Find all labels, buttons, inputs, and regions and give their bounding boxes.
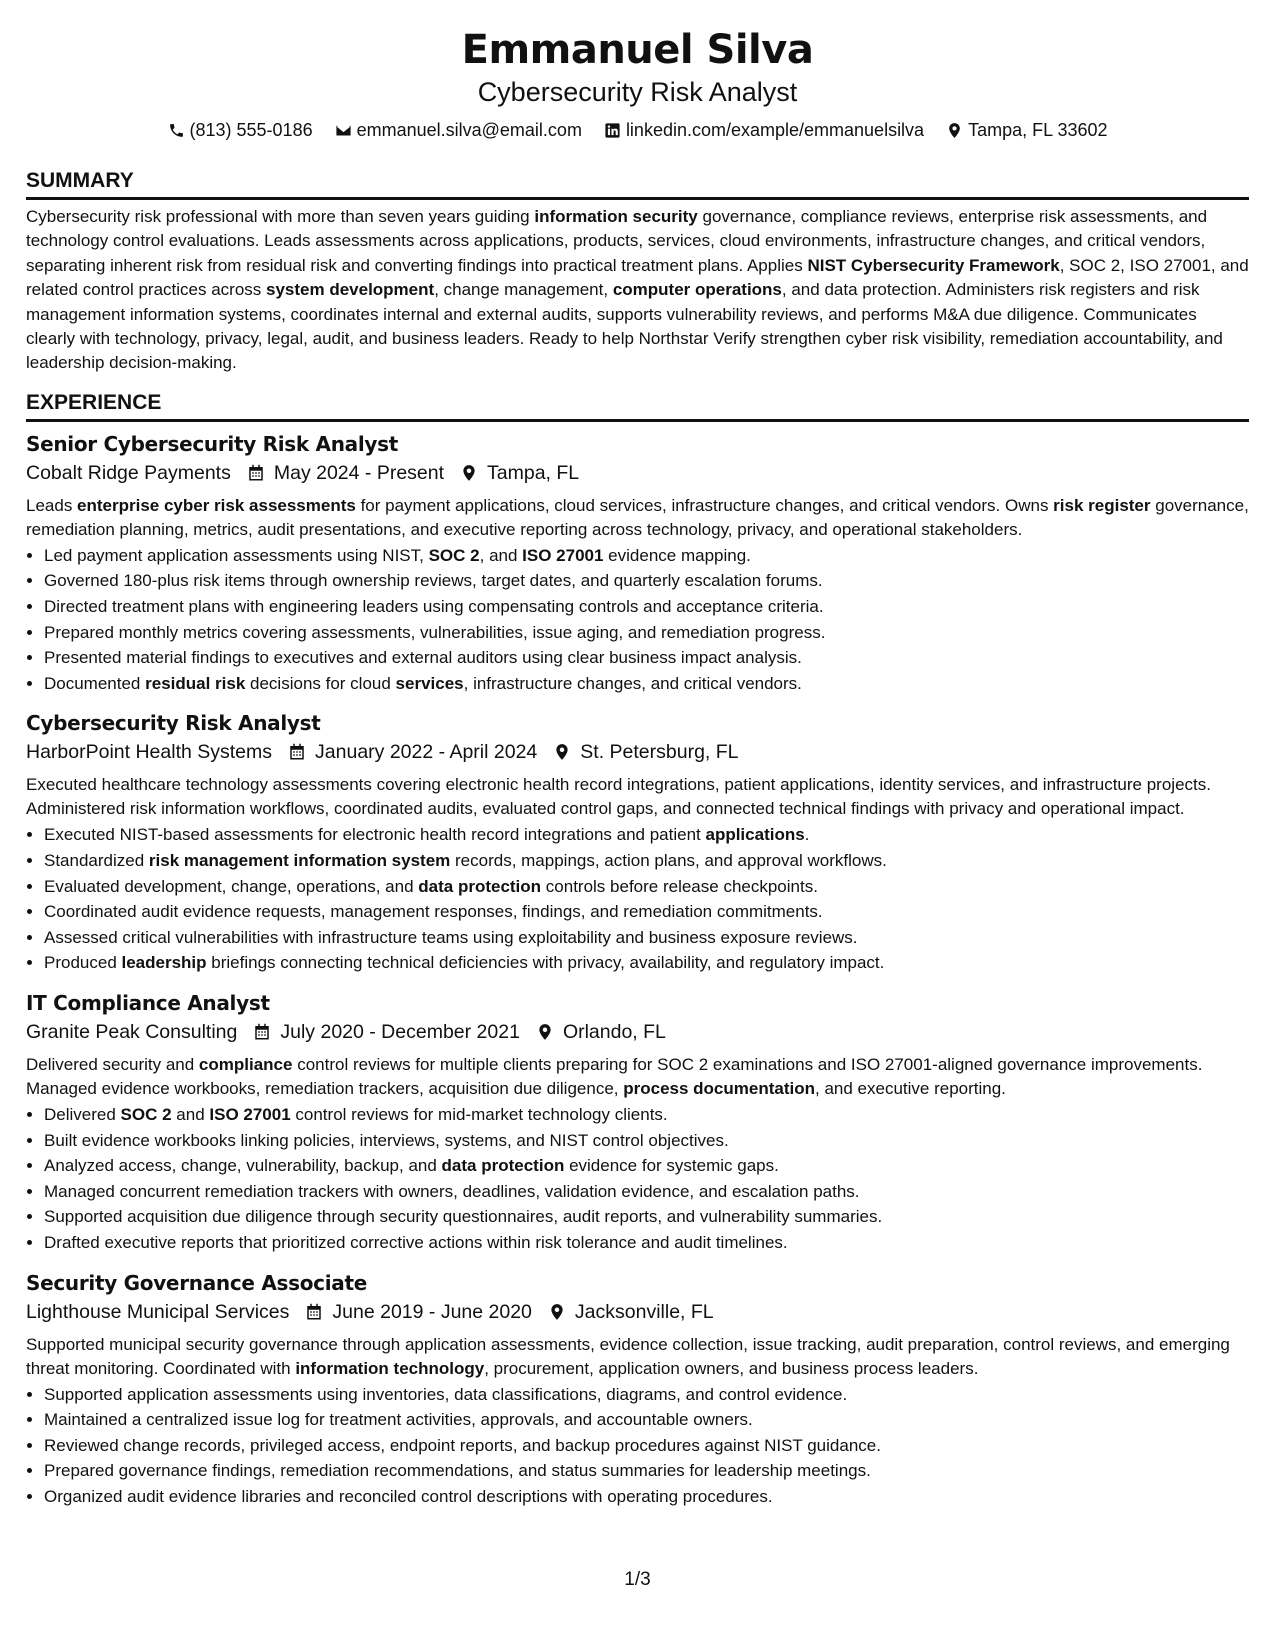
bold-keyword: ISO 27001 (522, 545, 604, 565)
text-run: Delivered (44, 1104, 121, 1124)
text-run: Analyzed access, change, vulnerability, backup, and (44, 1156, 442, 1176)
calendar-icon (305, 1303, 323, 1321)
bullet-item (44, 848, 1249, 874)
job-dates (288, 737, 537, 767)
job-meta (26, 737, 1249, 767)
text-run: control reviews for multiple clients preparing for SOC 2 examinations and ISO 27001-aligned governance improvements. Managed evidence workbooks, remediation trackers, acquisition due diligence, (26, 1054, 1203, 1098)
summary-heading: SUMMARY (26, 168, 1249, 200)
bold-keyword: risk register (1053, 495, 1151, 515)
bullet-item (44, 1458, 1249, 1484)
summary-text (26, 205, 1249, 376)
job-dates (253, 1017, 520, 1047)
text-run: . (804, 825, 810, 845)
contact-phone (168, 118, 313, 142)
job-meta (26, 1297, 1249, 1327)
text-run: governance, compliance reviews, enterprise risk assessments, and technology control evaluations. Leads assessments across applications, products, services, cloud environments, infrastructure changes, and critical vendors, separating inherent risk from residual risk and converting findings into practical treatment plans. Applies (26, 207, 1208, 275)
bold-keyword: leadership (121, 953, 207, 973)
text-run: , SOC 2, ISO 27001, and related control practices across (26, 255, 1249, 300)
job-location (460, 458, 579, 488)
linkedin-link[interactable]: linkedin.com/example/emmanuelsilva (625, 120, 925, 140)
text-run: governance, remediation planning, metrics, audit presentations, and executive reporting across technology, privacy, and operational stakeholders. (26, 495, 1249, 539)
bullet-item (44, 1153, 1249, 1179)
resume-page (26, 24, 1249, 1510)
bullet-item (44, 620, 1249, 646)
bold-keyword: ISO 27001 (209, 1104, 291, 1124)
candidate-title: Cybersecurity Risk Analyst (477, 77, 798, 107)
job-location (553, 737, 738, 767)
job-company: HarborPoint Health Systems (26, 741, 273, 764)
bullet-item (44, 950, 1249, 976)
text-run: , procurement, application owners, and business process leaders. (484, 1358, 979, 1378)
text-run: for payment applications, cloud services, infrastructure changes, and critical vendors. Owns (355, 495, 1054, 515)
job-title: IT Compliance Analyst (26, 990, 270, 1015)
bullet-item (44, 1484, 1249, 1510)
text-run: Managed concurrent remediation trackers with owners, deadlines, validation evidence, and escalation paths. (44, 1181, 860, 1201)
job-location (548, 1297, 714, 1327)
job-entry (26, 430, 1249, 697)
envelope-icon (335, 122, 352, 139)
bullet-item (44, 874, 1249, 900)
text-run: Cybersecurity risk professional with more than seven years guiding (26, 207, 535, 226)
text-run: Leads (26, 495, 78, 515)
text-run: Supported application assessments using inventories, data classifications, diagrams, and control evidence. (44, 1384, 848, 1404)
bold-keyword: applications (705, 825, 805, 845)
text-run: control reviews for mid-market technology clients. (290, 1104, 668, 1124)
text-run: , change management, (434, 280, 613, 300)
text-run: Supported municipal security governance through application assessments, evidence collection, issue tracking, audit preparation, control reviews, and emerging threat monitoring. Coordinated with (26, 1334, 1230, 1378)
location-text: Tampa, FL 33602 (968, 120, 1108, 140)
phone-text: (813) 555-0186 (189, 120, 313, 140)
map-pin-icon (553, 743, 571, 761)
bullet-item (44, 568, 1249, 594)
job-dates-text: January 2022 - April 2024 (315, 741, 538, 764)
bold-keyword: enterprise cyber risk assessments (77, 495, 356, 515)
contact-linkedin[interactable] (604, 118, 924, 142)
job-company: Granite Peak Consulting (26, 1020, 238, 1043)
text-run: Produced (44, 953, 122, 973)
text-run: Evaluated development, change, operations, and (44, 876, 419, 896)
bullet-item (44, 1204, 1249, 1230)
text-run: Built evidence workbooks linking policies, interviews, systems, and NIST control objectives. (44, 1130, 729, 1150)
bold-keyword: process documentation (623, 1078, 815, 1098)
map-pin-icon (536, 1023, 554, 1041)
job-entry (26, 709, 1249, 976)
map-pin-icon (548, 1303, 566, 1321)
bold-keyword: services (395, 673, 464, 693)
text-run: Directed treatment plans with engineering leaders using compensating controls and acceptance criteria. (44, 597, 824, 617)
job-location-text: Tampa, FL (487, 461, 580, 484)
text-run: Documented (44, 673, 146, 693)
text-run: Led payment application assessments using NIST, (44, 545, 429, 565)
bullet-item (44, 1433, 1249, 1459)
job-meta (26, 1017, 1249, 1047)
bold-keyword: data protection (441, 1156, 565, 1176)
text-run: evidence for systemic gaps. (564, 1156, 779, 1176)
job-dates-text: July 2020 - December 2021 (280, 1020, 520, 1043)
bold-keyword: NIST Cybersecurity Framework (807, 255, 1060, 275)
text-run: , infrastructure changes, and critical vendors. (463, 673, 802, 693)
candidate-name: Emmanuel Silva (461, 27, 814, 73)
job-location-text: Jacksonville, FL (574, 1300, 714, 1323)
job-title: Senior Cybersecurity Risk Analyst (26, 431, 399, 456)
map-pin-icon (946, 122, 963, 139)
calendar-icon (288, 743, 306, 761)
experience-heading: EXPERIENCE (26, 390, 1249, 422)
text-run: Assessed critical vulnerabilities with infrastructure teams using exploitability and business exposure reviews. (44, 927, 858, 947)
text-run: Drafted executive reports that prioritized corrective actions within risk tolerance and audit timelines. (44, 1232, 788, 1252)
text-run: Governed 180-plus risk items through ownership reviews, target dates, and quarterly escalation forums. (44, 571, 823, 591)
contact-email[interactable] (335, 118, 582, 142)
text-run: briefings connecting technical deficiencies with privacy, availability, and regulatory impact. (206, 953, 885, 973)
bullet-item (44, 645, 1249, 671)
bullet-item (44, 1102, 1249, 1128)
bullet-item (44, 899, 1249, 925)
job-company: Lighthouse Municipal Services (26, 1300, 290, 1323)
bold-keyword: information security (534, 207, 698, 226)
job-location (536, 1017, 666, 1047)
bold-keyword: risk management information system (148, 851, 451, 870)
map-pin-icon (460, 464, 478, 482)
job-dates (305, 1297, 532, 1327)
bold-keyword: compliance (198, 1054, 293, 1074)
bullet-item (44, 671, 1249, 697)
bullet-item (44, 1407, 1249, 1433)
job-description (26, 494, 1249, 542)
job-bullets (26, 1102, 1249, 1256)
text-run: and (171, 1104, 210, 1124)
text-run: Coordinated audit evidence requests, management responses, findings, and remediation commitments. (44, 902, 823, 922)
text-run: Standardized (44, 851, 149, 870)
job-dates (247, 458, 444, 488)
job-title: Cybersecurity Risk Analyst (26, 711, 321, 736)
job-entry (26, 1269, 1249, 1510)
text-run: , and executive reporting. (815, 1078, 1006, 1098)
text-run: , and data protection. Administers risk registers and risk management information systems, coordinates internal and external audits, supports vulnerability reviews, and performs M&A due diligence. Communicates clearly with technology, privacy, legal, audit, and business leaders. Ready to help Northstar Verify strengthen cyber risk visibility, remediation accountability, and leadership decision-making. (26, 280, 1223, 373)
text-run: Reviewed change records, privileged access, endpoint reports, and backup procedures against NIST guidance. (44, 1435, 881, 1455)
bullet-item (44, 1179, 1249, 1205)
bold-keyword: information technology (295, 1358, 485, 1378)
job-description (26, 1333, 1249, 1381)
bold-keyword: SOC 2 (120, 1104, 172, 1124)
text-run: records, mappings, action plans, and approval workflows. (450, 851, 887, 870)
job-title: Security Governance Associate (26, 1270, 367, 1295)
bullet-item (44, 925, 1249, 951)
page-number: 1/3 (624, 1569, 651, 1590)
text-run: evidence mapping. (603, 545, 751, 565)
job-meta (26, 458, 1249, 488)
calendar-icon (253, 1023, 271, 1041)
phone-icon (168, 122, 185, 139)
resume-header (26, 24, 1249, 142)
bold-keyword: system development (266, 280, 435, 300)
bullet-item (44, 594, 1249, 620)
bullet-item (44, 1128, 1249, 1154)
text-run: Prepared governance findings, remediation recommendations, and status summaries for leadership meetings. (44, 1461, 871, 1481)
job-dates-text: May 2024 - Present (273, 461, 445, 484)
bold-keyword: computer operations (612, 280, 782, 300)
text-run: Presented material findings to executives and external auditors using clear business impact analysis. (44, 648, 802, 668)
bullet-item (44, 1382, 1249, 1408)
bold-keyword: SOC 2 (428, 545, 480, 565)
job-location-text: Orlando, FL (562, 1020, 666, 1043)
job-bullets (26, 1382, 1249, 1510)
bullet-item (44, 543, 1249, 569)
text-run: , and (479, 545, 523, 565)
job-bullets (26, 822, 1249, 976)
job-entry (26, 989, 1249, 1256)
text-run: Organized audit evidence libraries and reconciled control descriptions with operating procedures. (44, 1486, 773, 1506)
experience-list (26, 430, 1249, 1510)
job-location-text: St. Petersburg, FL (580, 741, 739, 764)
text-run: Executed NIST-based assessments for electronic health record integrations and patient (44, 825, 706, 845)
job-description (26, 1053, 1249, 1101)
linkedin-icon (604, 122, 621, 139)
bold-keyword: residual risk (145, 673, 246, 693)
text-run: Maintained a centralized issue log for treatment activities, approvals, and accountable owners. (44, 1410, 753, 1430)
bold-keyword: data protection (418, 876, 542, 896)
text-run: controls before release checkpoints. (541, 876, 818, 896)
text-run: Supported acquisition due diligence through security questionnaires, audit reports, and vulnerability summaries. (44, 1207, 883, 1227)
bullet-item (44, 1230, 1249, 1256)
job-dates-text: June 2019 - June 2020 (332, 1300, 532, 1323)
contact-location (946, 118, 1107, 142)
job-description (26, 773, 1249, 821)
job-bullets (26, 543, 1249, 697)
job-company: Cobalt Ridge Payments (26, 461, 231, 484)
text-run: decisions for cloud (245, 673, 396, 693)
text-run: Delivered security and (26, 1054, 199, 1074)
text-run: Executed healthcare technology assessments covering electronic health record integrations, patient applications, identity services, and infrastructure projects. Administered risk information workflows, coordinated audits, evaluated control gaps, and connected technical findings with privacy and operational impact. (26, 775, 1211, 819)
contact-bar (26, 118, 1249, 142)
bullet-item (44, 822, 1249, 848)
calendar-icon (247, 464, 265, 482)
text-run: Prepared monthly metrics covering assessments, vulnerabilities, issue aging, and remediation progress. (44, 622, 826, 642)
email-link[interactable]: emmanuel.silva@email.com (356, 120, 582, 140)
